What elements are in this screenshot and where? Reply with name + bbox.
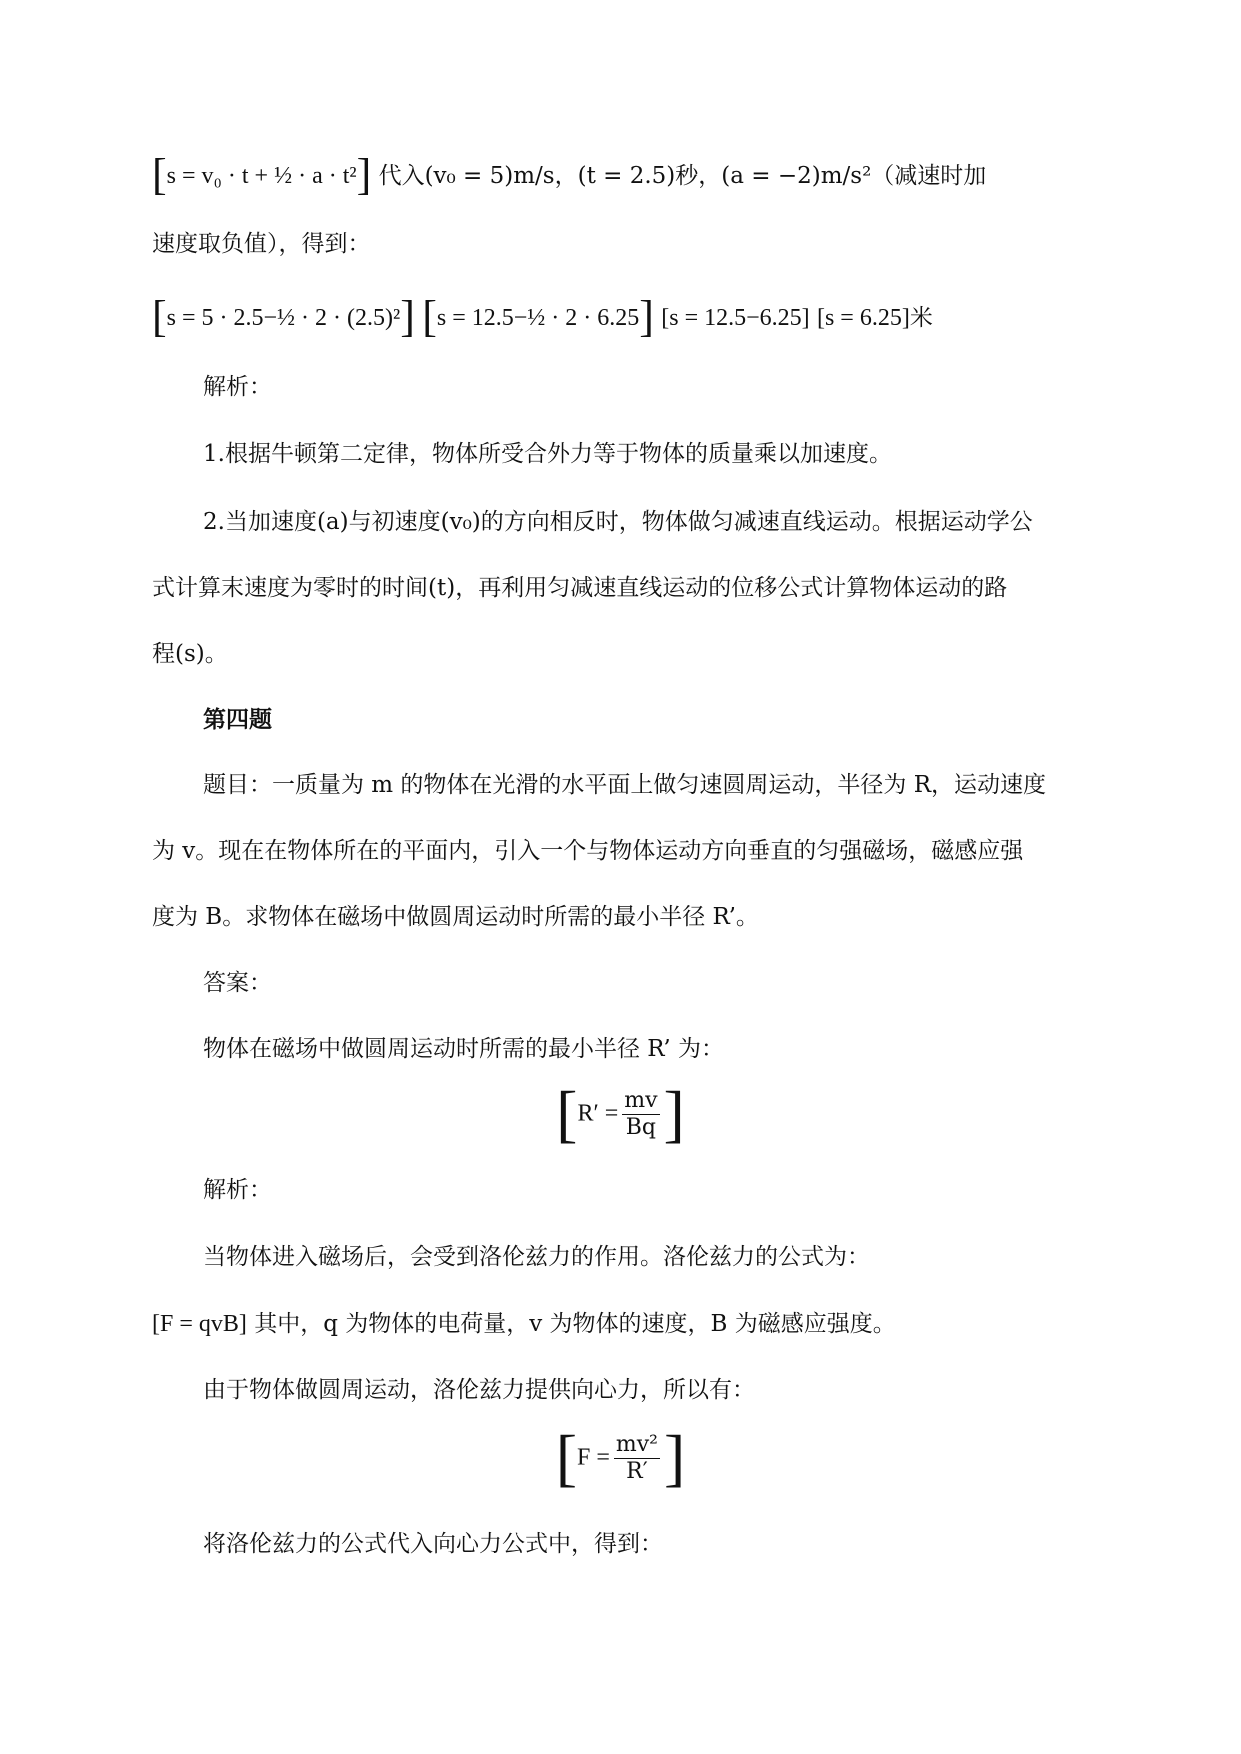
lorentz-equation: [F = qvB] xyxy=(152,1311,247,1337)
lorentz-explanation: 其中，q 为物体的电荷量，v 为物体的速度，B 为磁感应强度。 xyxy=(254,1311,896,1337)
analysis-line-4: 将洛伦兹力的公式代入向心力公式中，得到： xyxy=(203,1531,663,1557)
analysis-heading-2: 解析： xyxy=(203,1177,272,1203)
substitution-text: 代入(v₀ = 5)m/s，(t = 2.5)秒，(a = −2)m/s²（减速时加 xyxy=(378,163,987,189)
analysis-line-1: 当物体进入磁场后，会受到洛伦兹力的作用。洛伦兹力的公式为： xyxy=(203,1244,870,1270)
unit-meter: 米 xyxy=(909,305,933,331)
computation-line: [s = 5 · 2.5−½ · 2 · (2.5)²] [s = 12.5−½ · 2 · 6.25] [s = 12.5−6.25] [s = 6.25]米 xyxy=(152,292,933,341)
answer-heading: 答案： xyxy=(203,970,272,996)
question-text-line-3: 度为 B。求物体在磁场中做圆周运动时所需的最小半径 R’。 xyxy=(152,904,759,930)
computation-step-2: s = 12.5−½ · 2 · 6.25 xyxy=(436,305,640,331)
centripetal-equation-denominator: R′ xyxy=(626,1458,648,1484)
analysis-item-2-line-2: 式计算末速度为零时的时间(t)，再利用匀减速直线运动的位移公式计算物体运动的路 xyxy=(152,575,1008,601)
displacement-formula: s = v₀ · t + ½ · a · t² xyxy=(166,163,357,189)
lorentz-line xyxy=(152,1307,896,1341)
analysis-item-1: 1.根据牛顿第二定律，物体所受合外力等于物体的质量乘以加速度。 xyxy=(203,441,892,467)
centripetal-equation: [F = $\frac{\text{mv²}}{R'}$ ] xyxy=(555,1422,686,1493)
analysis-item-2-line-3: 程(s)。 xyxy=(152,641,228,667)
computation-step-4: [s = 6.25] xyxy=(816,305,910,331)
centripetal-equation-numerator: mv² xyxy=(615,1431,658,1457)
analysis-heading: 解析： xyxy=(203,374,272,400)
text-line-continued: 速度取负值），得到： xyxy=(152,231,371,257)
radius-equation: [R′ = $\frac{mv}{Bq}$ ] xyxy=(556,1078,685,1149)
question-4-title: 第四题 xyxy=(203,706,272,733)
computation-step-3: [s = 12.5−6.25] xyxy=(661,305,810,331)
computation-step-1: s = 5 · 2.5−½ · 2 · (2.5)² xyxy=(166,305,401,331)
centripetal-equation-lhs: F = xyxy=(577,1444,610,1471)
radius-equation-numerator: mv xyxy=(624,1087,658,1113)
radius-equation-denominator: Bq xyxy=(625,1114,657,1140)
answer-text: 物体在磁场中做圆周运动时所需的最小半径 R’ 为： xyxy=(203,1036,724,1062)
analysis-item-2-line-1: 2.当加速度(a)与初速度(v₀)的方向相反时，物体做匀减速直线运动。根据运动学公 xyxy=(203,509,1033,535)
question-text-line-1: 题目：一质量为 m 的物体在光滑的水平面上做匀速圆周运动，半径为 R，运动速度 xyxy=(203,772,1047,798)
radius-equation-lhs: R′ = xyxy=(577,1100,619,1127)
equation-line-1: [s = v₀ · t + ½ · a · t²] 代入(v₀ = 5)m/s，(t = 2.5)秒，(a = −2)m/s²（减速时加 xyxy=(152,150,987,199)
question-text-line-2: 为 v。现在在物体所在的平面内，引入一个与物体运动方向垂直的匀强磁场，磁感应强 xyxy=(152,838,1024,864)
analysis-line-3: 由于物体做圆周运动，洛伦兹力提供向心力，所以有： xyxy=(203,1377,755,1403)
